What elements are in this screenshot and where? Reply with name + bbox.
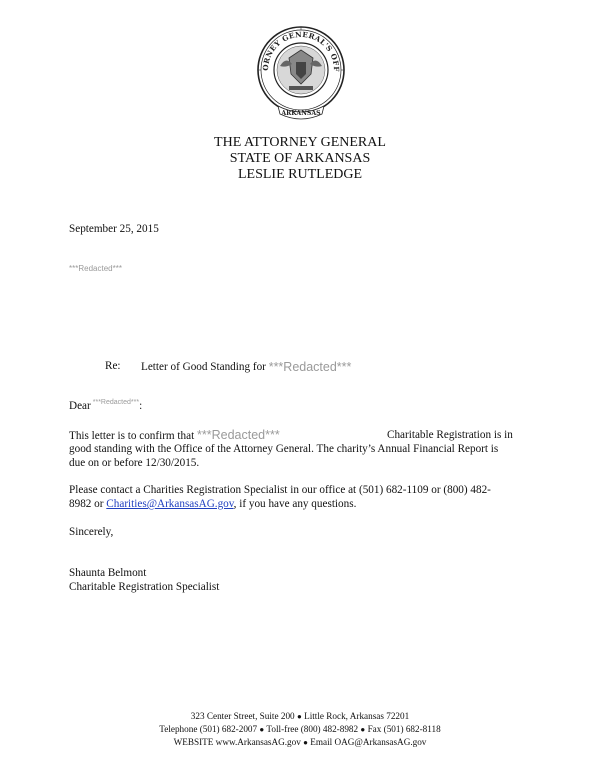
footer-website: WEBSITE www.ArkansasAG.gov — [173, 737, 301, 747]
salutation-dear: Dear — [69, 400, 91, 412]
letter-date: September 25, 2015 — [69, 223, 159, 235]
charities-email-link[interactable]: Charities@ArkansasAG.gov — [106, 498, 234, 510]
paragraph-1-line-2: good standing with the Office of the Attorney General. The charity’s Annual Financial Report is — [69, 443, 499, 455]
salutation-redacted: ***Redacted*** — [92, 399, 140, 406]
re-text: Letter of Good Standing for — [141, 361, 266, 373]
letterhead — [0, 135, 600, 183]
bullet-icon: ● — [303, 738, 308, 747]
paragraph-1-line-1 — [69, 428, 280, 443]
footer-tollfree: Toll-free (800) 482-8982 — [266, 724, 359, 734]
p2-start: 8982 or — [69, 498, 104, 510]
footer-phone-line — [0, 723, 600, 736]
paragraph-2-line-2 — [69, 497, 356, 511]
footer-fax: Fax (501) 682-8118 — [367, 724, 441, 734]
header-name: LESLIE RUTLEDGE — [237, 167, 363, 182]
p1-end: Charitable Registration is in — [387, 429, 513, 441]
footer-address-line — [0, 710, 600, 723]
bullet-icon: ● — [259, 725, 265, 734]
signer-name: Shaunta Belmont — [69, 567, 147, 579]
re-label: Re: — [105, 360, 121, 372]
footer — [0, 710, 600, 749]
salutation-colon: : — [139, 400, 143, 412]
seal-ring-text-top: ORNEY GENERAL'S OFF — [260, 29, 342, 73]
salutation — [69, 399, 142, 415]
p1-redacted: ***Redacted*** — [197, 428, 280, 442]
p2-end: , if you have any questions. — [233, 498, 357, 510]
attorney-general-seal — [256, 22, 346, 126]
signer-title: Charitable Registration Specialist — [69, 581, 220, 593]
recipient-redacted: ***Redacted*** — [69, 264, 122, 273]
footer-city: Little Rock, Arkansas 72201 — [304, 711, 410, 721]
closing: Sincerely, — [69, 526, 114, 538]
seal-ring-text-bottom: ARKANSAS — [281, 110, 321, 117]
footer-web-line — [0, 736, 600, 749]
bullet-icon: ● — [360, 725, 366, 734]
re-line — [141, 359, 351, 374]
header-title: THE ATTORNEY GENERAL — [214, 135, 386, 150]
bullet-icon: ● — [296, 712, 302, 721]
p1-start: This letter is to confirm that — [69, 430, 195, 442]
footer-address: 323 Center Street, Suite 200 — [190, 711, 295, 721]
re-redacted: ***Redacted*** — [268, 360, 352, 374]
paragraph-2-line-1: Please contact a Charities Registration Specialist in our office at (501) 682-1109 or (800) 482- — [69, 484, 491, 496]
footer-email: Email OAG@ArkansasAG.gov — [310, 737, 427, 747]
footer-telephone: Telephone (501) 682-2007 — [159, 724, 258, 734]
header-state: STATE OF ARKANSAS — [229, 151, 371, 166]
paragraph-1-line-3: due on or before 12/30/2015. — [69, 457, 200, 469]
